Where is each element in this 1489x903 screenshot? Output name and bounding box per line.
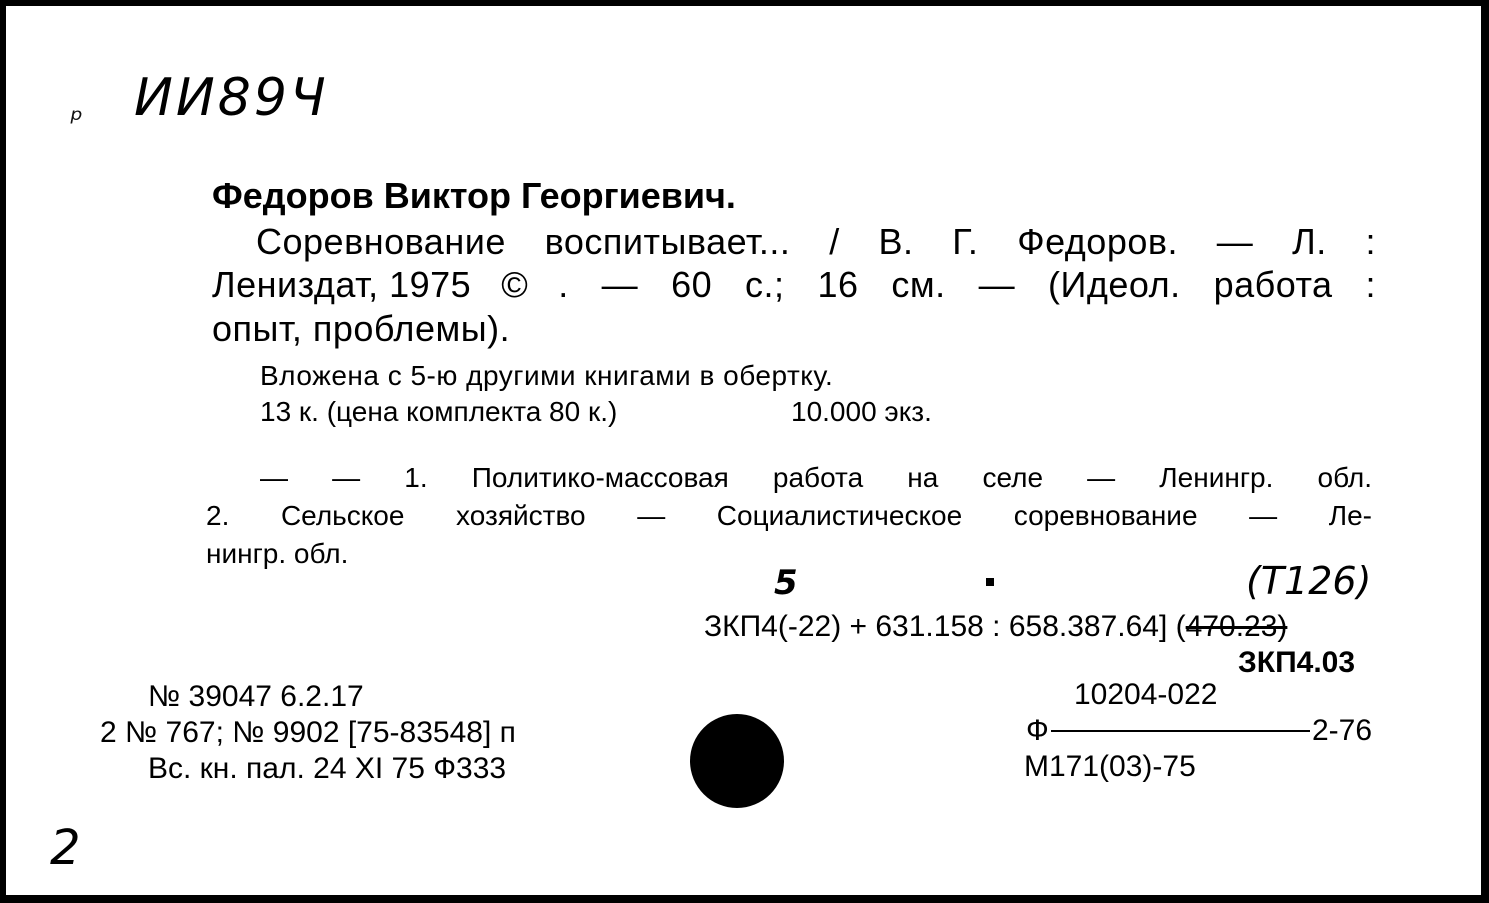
shelfmark: ИИ89Ч <box>134 68 329 128</box>
imprint-left-1: № 39047 6.2.17 <box>148 680 364 713</box>
classification-index: ЗКП4(-22) + 631.158 : 658.387.64] (470.23) <box>704 610 1288 643</box>
note-copies: 10.000 экз. <box>791 396 932 427</box>
note-line-1: Вложена с 5-ю другими книгами в обертку. <box>260 360 834 391</box>
imprint-left-2: 2 № 767; № 9902 [75-83548] п <box>100 716 516 749</box>
author-heading: Федоров Виктор Георгиевич. <box>212 175 736 216</box>
hand-bottom-mark: 2 <box>50 820 81 876</box>
punch-hole <box>690 714 784 808</box>
imprint-right-2-left: Ф <box>1026 714 1049 747</box>
imprint-rule <box>1051 730 1310 732</box>
hand-digit: 5 <box>774 563 798 603</box>
title-line-2 <box>212 264 1376 305</box>
publisher-year: Лениздат, 1975 <box>212 264 472 305</box>
imprint-left-3: Вс. кн. пал. 24 XI 75 Ф333 <box>148 752 507 785</box>
subject-line-3: нингр. обл. <box>206 538 349 569</box>
imprint-right-3: М171(03)-75 <box>1024 750 1196 783</box>
title-line-1: Соревнование воспитывает... / В. Г. Федоров. — Л. : <box>256 221 1376 262</box>
classification-index-2: ЗКП4.03 <box>1238 646 1356 679</box>
hand-dot <box>986 578 994 586</box>
copyright-symbol: © <box>501 264 529 305</box>
shelfmark-mark: ᵖ <box>70 103 83 138</box>
note-price: 13 к. (цена комплекта 80 к.) <box>260 396 618 427</box>
title-line-3: опыт, проблемы). <box>212 308 511 349</box>
imprint-right-2 <box>1026 716 1372 746</box>
imprint-right-2-right: 2-76 <box>1311 714 1372 747</box>
classification-struck: 470.23) <box>1185 610 1288 643</box>
physical-description: . — 60 с.; 16 см. — (Идеол. работа : <box>558 264 1376 305</box>
imprint-right-1: 10204-022 <box>1074 678 1218 711</box>
subject-line-1: — — 1. Политико-массовая работа на селе — Ленингр. обл. <box>260 462 1372 493</box>
hand-code: (Т126) <box>1246 559 1372 603</box>
subject-line-2: 2. Сельское хозяйство — Социалистическое соревнование — Ле- <box>206 500 1372 531</box>
catalog-card <box>6 6 1481 895</box>
